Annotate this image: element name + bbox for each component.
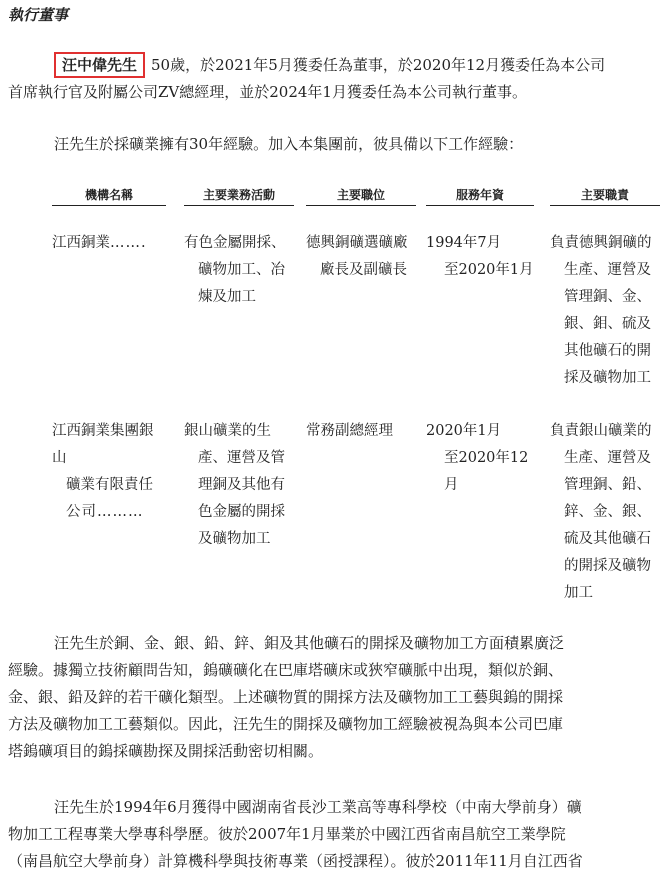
table-row-2-duties [550,418,660,607]
table-header-position: 主要職位 [306,186,416,206]
experience-intro: 汪先生於採礦業擁有30年經驗。加入本集團前，彼具備以下工作經驗： [54,135,524,153]
cell-line: 銀、鉬、硫及 [564,316,651,332]
cell-line: 色金屬的開採 [198,504,285,520]
cell-line: 江西銅業集團銀山 [52,423,154,466]
org-text: 江西銅業 [52,235,110,251]
paragraph-line: 方法及礦物加工工藝類似。因此，汪先生的開採及礦物加工經驗被視為與本公司巴庫 [8,715,564,733]
paragraph-line: 汪先生於銅、金、銀、鉛、鋅、鉬及其他礦石的開採及礦物加工方面積累廣泛 [54,634,565,652]
cell-line: 的開採及礦物 [564,558,651,574]
table-row-1-activity [184,230,294,311]
cell-line: 管理銅、鉛、 [564,477,651,493]
paragraph-line: 物加工工程專業大學專科學歷。彼於2007年1月畢業於中國江西省南昌航空工業學院 [8,825,566,843]
table-header-duties: 主要職責 [550,186,660,206]
intro-paragraph [8,52,660,106]
table-header-years: 服務年資 [426,186,534,206]
cell-line: 硫及其他礦石 [564,531,651,547]
intro-line-1: 50歲，於2021年5月獲委任為董事，於2020年12月獲委任為本公司 [151,56,606,74]
cell-line: 煉及加工 [198,289,256,305]
cell-line: 採及礦物加工 [564,370,651,386]
cell-line: 2020年1月 [426,423,502,439]
cell-line: 生產、運營及 [564,262,651,278]
table-row-2-years [426,418,534,499]
paragraph-line: 汪先生於1994年6月獲得中國湖南省長沙工業高等專科學校（中南大學前身）礦 [54,798,582,816]
paragraph-line: 經驗。據獨立技術顧問告知，鎢礦礦化在巴庫塔礦床或狹窄礦脈中出現，類似於銅、 [8,661,564,679]
table-row-2-activity [184,418,294,553]
cell-line: 負責銀山礦業的 [550,423,652,439]
cell-line: 廠長及副礦長 [320,262,407,278]
table-row-1-position [306,230,416,284]
table-row-2-org [52,418,166,526]
paragraph-line: 金、銀、鉛及鋅的若干礦化類型。上述礦物質的開採方法及礦物加工工藝與鎢的開採 [8,688,564,706]
table-row-1-years [426,230,534,284]
education-paragraph [8,794,660,875]
cell-line: 產、運營及管 [198,450,285,466]
paragraph-line: （南昌航空大學前身）計算機科學與技術專業（函授課程）。彼於2011年11月自江西省 [8,852,583,870]
cell-line: 生產、運營及 [564,450,651,466]
cell-line: 至2020年1月 [444,262,534,278]
table-header-activity: 主要業務活動 [184,186,294,206]
cell-line: 有色金屬開採、 [184,235,286,251]
section-title: 執行董事 [8,6,69,24]
paragraph-line: 塔鎢礦項目的鎢採礦勘探及開採活動密切相關。 [8,742,324,760]
intro-line-2: 首席執行官及附屬公司ZV總經理，並於2024年1月獲委任為本公司執行董事。 [8,83,527,101]
cell-line: 礦業有限責任 [66,477,153,493]
cell-line: 理銅及其他有 [198,477,285,493]
table-row-2-position [306,418,416,445]
cell-line: 礦物加工、冶 [198,262,285,278]
cell-line: 常務副總經理 [306,423,393,439]
experience-paragraph [8,630,660,765]
cell-line: 加工 [564,585,593,601]
cell-line: 1994年7月 [426,235,502,251]
cell-line: 鋅、金、銀、 [564,504,651,520]
cell-line: 負責德興銅礦的 [550,235,652,251]
cell-line: 及礦物加工 [198,531,271,547]
cell-line: 銀山礦業的生 [184,423,271,439]
table-row-1-org [52,230,166,257]
table-row-1-duties [550,230,660,392]
cell-line: 德興銅礦選礦廠 [306,235,408,251]
dot-leader: ……. [110,235,147,251]
cell-line: 管理銅、金、 [564,289,651,305]
table-header-org: 機構名稱 [52,186,166,206]
cell-line: 公司……… [66,504,144,520]
cell-line: 其他礦石的開 [564,343,651,359]
director-name-highlight: 汪中偉先生 [54,52,145,78]
cell-line: 至2020年12月 [444,450,529,493]
